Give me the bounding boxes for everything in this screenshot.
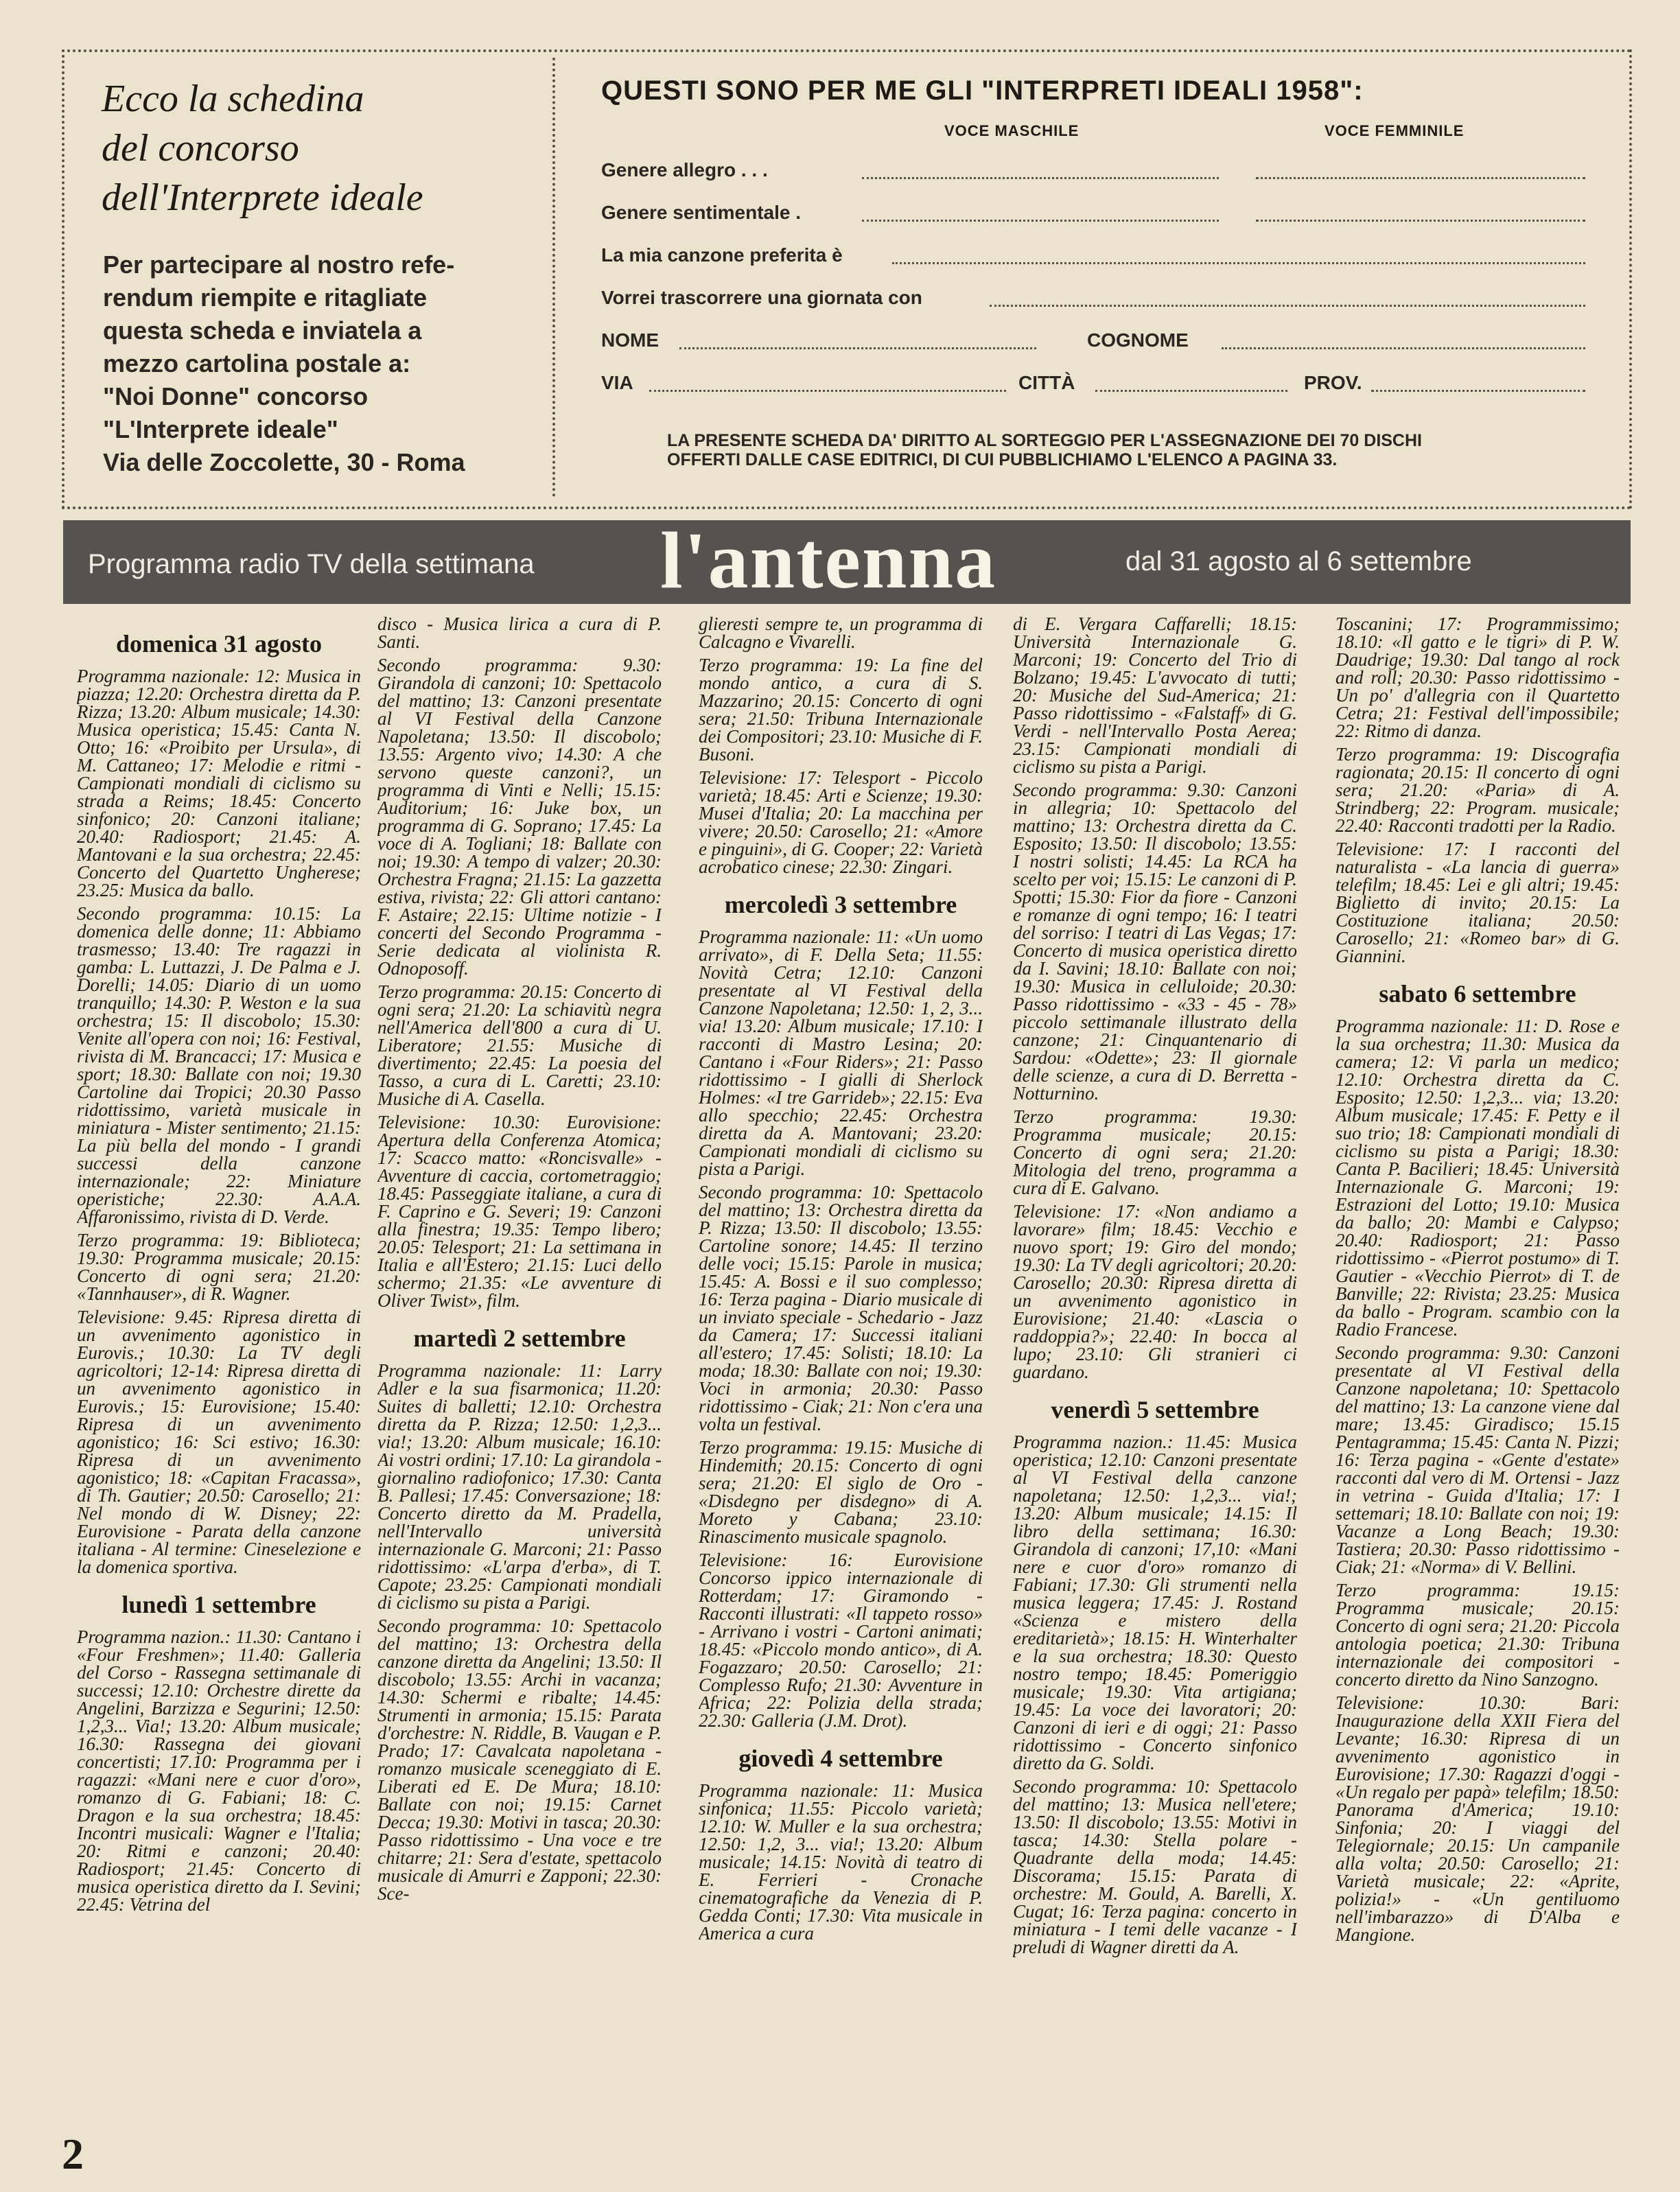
day-heading: lunedì 1 settembre (121, 1591, 316, 1618)
via-label: VIA (601, 372, 633, 393)
program-paragraph: Secondo programma: 9.30: Canzoni presentate al VI Festival della Canzone napoletana; 10: Spettacolo del mattino; 13: La canzone viene dal mare; 13.45: Giradisco; 15.15 Pentagramma; 15.45: Canta N. Pizzi; 16: Terza pagina - «Gente d'estate» racconti dal vero di M. Ortensi - Jazz in vetrina - Guida d'Italia; 17: I settemari; 18.10: Ballate con noi; 19: Vacanze a Long Beach; 19.30: Tastiera; 20.30: Passo ridottissimo - Ciak; 21: «Norma» di V. Bellini. (1335, 1342, 1620, 1577)
instruction-line: mezzo cartolina postale a: (103, 349, 411, 377)
genere-sentimentale-femminile-field[interactable] (1256, 220, 1585, 222)
coupon-intro (102, 74, 541, 479)
program-paragraph: Secondo programma: 9.30: Canzoni in allegria; 10: Spettacolo del mattino; 13: Orchestra diretta da C. Esposito; 13.50: Il discobolo; 13.55: I nostri solisti; 14.45: La RCA ha scelto per voi; 15.15: Le canzoni di P. Spotti; 15.30: Fior da fiore - Canzoni e romanze di ogni tempo; 16: I teatri del sorriso: I teatri di Las Vegas; 17: Concerto di musica operistica diretto da I. Savini; 18.10: Ballate con noi; 19.30: Musica in celluloide; 20.30: Passo ridottissimo - «33 - 45 - 78» piccolo settimanale illustrato della canzone; 21: Cinquantenario di Sardou: «Odette»; 23: Il giornale delle scienze, a cura di D. Berretta - Notturnino. (1013, 780, 1297, 1104)
prov-label: PROV. (1304, 372, 1362, 393)
coupon-instructions (103, 248, 541, 479)
page-number: 2 (62, 2130, 84, 2178)
citta-field[interactable] (1095, 390, 1287, 392)
program-paragraph: Terzo programma: 19.30: Programma musicale; 20.15: Concerto di ogni sera; 21.20: Mitologia del treno, programma a cura di E. Galvano. (1013, 1106, 1297, 1198)
cognome-label: COGNOME (1087, 329, 1189, 351)
program-paragraph: di E. Vergara Caffarelli; 18.15: Università Internazionale G. Marconi; 19: Concerto del Trio di Bolzano; 19.45: L'avvocato di tutti; 20: Musiche del Sud-America; 21: Passo ridottissimo - «Falstaff» di G. Verdi - nell'Intervallo Posta Aerea; 23.15: Campionati mondiali di ciclismo su pista a Parigi. (1013, 615, 1297, 777)
column-4 (1013, 615, 1297, 2111)
program-paragraph: Toscanini; 17: Programmissimo; 18.10: «Il gatto e le tigri» di P. W. Daudrige; 19.30: Dal tango al rock and roll; 20.30: Passo ridottissimo - Un po' d'allegria con il Quartetto Cetra; 21: Festival dell'impossibile; 22: Ritmo di danza. (1335, 615, 1620, 741)
banner-title: l'antenna (660, 515, 997, 605)
canzone-preferita-label: La mia canzone preferita è (601, 244, 843, 266)
program-paragraph: Secondo programma: 10.15: La domenica delle donne; 11: Abbiamo trasmesso; 13.40: Tre ragazzi in gamba: L. Luttazzi, J. De Palma e J. Dorelli; 14.05: Diario di un uomo tranquillo; 14.30: P. Weston e la sua orchestra; 15: Il discobolo; 15.30: Venite all'opera con noi; 16: Festival, rivista di M. Brancacci; 17: Musica e sport; 18.30: Ballate con noi; 19.30 Cartoline dai Tropici; 20.30 Passo ridottissimo, varietà musicale in miniatura - Mister sentimento; 21.15: La più bella del mondo - I grandi successi della canzone internazionale; 22: Miniature operistiche; 22.30: A.A.A. Affaronissimo, rivista di D. Verde. (77, 903, 361, 1227)
program-paragraph: Programma nazionale: 11: Larry Adler e la sua fisarmonica; 11.20: Suites di balletti; 12.10: Orchestra diretta da P. Rizza; 12.50: 1,2,3... via!; 13.20: Album musicale; 16.10: Ai vostri ordini; 17.10: La girandola - giornalino radiofonico; 17.30: Canta B. Pallesi; 17.45: Conversazione; 18: Concerto diretto da M. Pradella, nell'Intervallo università internazionale G. Marconi; 21: Passo ridottissimo: «L'arpa d'erba», di T. Capote; 23.25: Campionati mondiali di ciclismo su pista a Parigi. (377, 1360, 662, 1613)
instruction-line: questa scheda e inviatela a (103, 316, 422, 345)
genere-allegro-femminile-field[interactable] (1256, 177, 1585, 179)
program-paragraph: Terzo programma: 19: La fine del mondo antico, a cura di S. Mazzarino; 20.15: Concerto di ogni sera; 21.50: Tribuna Internazionale dei Compositori; 23.10: Musiche di F. Busoni. (699, 655, 983, 765)
footer-line: OFFERTI DALLE CASE EDITRICI, DI CUI PUBBLICHIAMO L'ELENCO A PAGINA 33. (667, 450, 1338, 469)
program-paragraph: Televisione: 10.30: Bari: Inaugurazione della XXII Fiera del Levante; 16.30: Ripresa di un avvenimento agonistico in Eurovisione; 17.30: Ragazzi d'oggi - «Un regalo per papà» telefilm; 18.50: Panorama d'America; 19.10: Sinfonia; 20: I viaggi del Telegiornale; 20.15: Un campanile alla volta; 20.50: Carosello; 21: Varietà musicale; 22: «Aprite, polizia!» - «Un gentiluomo nell'imbarazzo» di D'Alba e Mangione. (1335, 1692, 1620, 1945)
coupon-headline-3: dell'Interprete ideale (102, 176, 423, 219)
program-paragraph: disco - Musica lirica a cura di P. Santi. (377, 615, 662, 652)
instruction-line: "L'Interprete ideale" (103, 415, 338, 443)
program-paragraph: Programma nazion.: 11.45: Musica operistica; 12.10: Canzoni presentate al VI Festival della canzone napoletana; 12.50: 1,2,3... via!; 13.20: Album musicale; 14.15: Il libro della settimana; 16.30: Girandola di canzoni; 17,10: «Mani nere e cuor d'oro» romanzo di Fabiani; 17.30: Gli strumenti nella musica leggera; 17.45: J. Rostand «Scienza e mistero della ereditarietà»; 18.15: H. Winterhalter e la sua orchestra; 18.30: Questo nostro tempo; 18.45: Pomeriggio musicale; 19.30: Vita artigiana; 19.45: La voce dei lavoratori; 20: Canzoni di ieri e di oggi; 21: Passo ridottissimo - Concerto sinfonico diretto da G. Soldi. (1013, 1432, 1297, 1773)
coupon-divider (552, 58, 555, 497)
program-paragraph: Secondo programma: 10: Spettacolo del mattino; 13: Musica nell'etere; 13.50: Il discobolo; 13.55: Motivi in tasca; 14.30: Stella polare - Quadrante della moda; 14.45: Discorama; 15.15: Parata di orchestre: M. Gould, A. Barelli, X. Cugat; 16: Terza pagina: concerto in miniatura - I temi delle vacanze - I preludi di Wagner diretti da A. (1013, 1776, 1297, 1957)
day-heading: venerdì 5 settembre (1051, 1396, 1259, 1423)
form-title: QUESTI SONO PER ME GLI "INTERPRETI IDEALI 1958": (601, 75, 1364, 106)
genere-sentimentale-maschile-field[interactable] (862, 220, 1219, 222)
program-paragraph: Terzo programma: 20.15: Concerto di ogni sera; 21.20: La schiavitù negra nell'America dell'800 a cura di U. Liberatore; 21.55: Musiche di divertimento; 22.45: La poesia del Tasso, a cura di L. Caretti; 23.10: Musiche di A. Casella. (377, 981, 662, 1109)
giornata-label: Vorrei trascorrere una giornata con (601, 287, 922, 308)
voce-femminile-header: VOCE FEMMINILE (1325, 122, 1465, 139)
genere-allegro-label: Genere allegro . . . (601, 159, 768, 180)
column-1 (77, 615, 361, 2111)
program-paragraph: Terzo programma: 19.15: Musiche di Hindemith; 20.15: Concerto di ogni sera; 21.20: El siglo de Oro - «Disdegno per disdegno» di A. Moreto y Cabana; 23.10: Rinascimento musicale spagnolo. (699, 1437, 983, 1547)
footer-line: LA PRESENTE SCHEDA DA' DIRITTO AL SORTEGGIO PER L'ASSEGNAZIONE DEI 70 DISCHI (667, 431, 1422, 450)
instruction-line: rendum riempite e ritagliate (103, 283, 428, 312)
cognome-field[interactable] (1222, 347, 1585, 349)
column-2 (377, 615, 662, 2111)
column-5 (1335, 615, 1620, 2111)
program-paragraph: Programma nazionale: 11: «Un uomo arrivato», di F. Della Seta; 11.55: Novità Cetra; 12.10: Canzoni presentate al VI Festival della Canzone Napoletana; 12.50: 1, 2, 3... via! 13.20: Album musicale; 17.10: I racconti di Mastro Lesina; 20: Cantano i «Four Riders»; 21: Passo ridottissimo - I gialli di Sherlock Holmes: «I tre Garrideb»; 22.15: Eva allo specchio; 22.45: Orchestra diretta da A. Mantovani; 23.20: Campionati mondiali di ciclismo su pista a Parigi. (699, 926, 983, 1179)
program-paragraph: Programma nazionale: 12: Musica in piazza; 12.20: Orchestra diretta da P. Rizza; 13.20: Album musicale; 14.30: Musica operistica; 15.45: Canta N. Otto; 16: «Proibito per Ursula», di M. Cattaneo; 17: Melodie e ritmi - Campionati mondiali di ciclismo su strada a Reims; 18.45: Concerto sinfonico; 20: Canzoni italiane; 20.40: Radiosport; 21.45: A. Mantovani e la sua orchestra; 22.45: Concerto del Quartetto Ungherese; 23.25: Musica da ballo. (77, 666, 361, 900)
day-heading: martedì 2 settembre (413, 1325, 626, 1352)
program-paragraph: Televisione: 9.45: Ripresa diretta di un avvenimento agonistico in Eurovis.; 10.30: La TV degli agricoltori; 12-14: Ripresa diretta di un avvenimento agonistico in Eurovis.; 15: Eurovisione; 15.40: Ripresa di un avvenimento agonistico; 16: Sci estivo; 16.30: Ripresa di un avvenimento agonistico; 18: «Capitan Fracassa», di Th. Gautier; 20.50: Carosello; 21: Nel mondo di W. Disney; 22: Eurovisione - Parata della canzone italiana - Al termine: Cineselezione e la domenica sportiva. (77, 1307, 361, 1577)
banner-date-range: dal 31 agosto al 6 settembre (1125, 546, 1472, 576)
day-heading: giovedì 4 settembre (738, 1745, 943, 1772)
day-heading: mercoledì 3 settembre (724, 891, 957, 918)
giornata-field[interactable] (990, 305, 1585, 307)
coupon-headline-2: del concorso (102, 127, 299, 170)
program-paragraph: Televisione: 17: Telesport - Piccolo varietà; 18.45: Arti e Scienze; 19.30: Musei d'Italia; 20: La macchina per vivere; 20.50: Carosello; 21: «Amore e pinguini», di G. Cooper; 22: Varietà acrobatico cinese; 22.30: Zingari. (699, 767, 983, 877)
voce-maschile-header: VOCE MASCHILE (944, 122, 1080, 139)
instruction-line: Via delle Zoccolette, 30 - Roma (103, 448, 465, 476)
program-paragraph: Secondo programma: 10: Spettacolo del mattino; 13: Orchestra della canzone diretta da Angelini; 13.50: Il discobolo; 13.55: Archi in vacanza; 14.30: Schermi e ribalte; 14.45: Strumenti in armonia; 15.15: Parata d'orchestre: N. Riddle, B. Vaugan e P. Prado; 17: Cavalcata napoletana - romanzo musicale sceneggiato di E. Liberati ed E. De Mura; 18.10: Ballate con noi; 19.15: Carnet Decca; 19.30: Motivi in tasca; 20.30: Passo ridottissimo - Una voce e tre chitarre; 21: Sera d'estate, spettacolo musicale di Amurri e Zapponi; 22.30: Sce- (377, 1616, 662, 1904)
program-paragraph: Programma nazionale: 11: Musica sinfonica; 11.55: Piccolo varietà; 12.10: W. Muller e la sua orchestra; 12.50: 1,2, 3... via!; 13.20: Album musicale; 14.15: Novità di teatro di E. Ferrieri - Cronache cinematografiche da Venezia di P. Gedda Conti; 17.30: Vita musicale in America a cura (699, 1780, 983, 1944)
day-heading: sabato 6 settembre (1379, 980, 1576, 1007)
program-paragraph: Televisione: 10.30: Eurovisione: Apertura della Conferenza Atomica; 17: Scacco matto: «Roncisvalle» - Avventure di caccia, cortometraggio; 18.45: Passeggiate italiane, a cura di F. Caprino e G. Severi; 19: Canzoni alla finestra; 19.35: Tempo libero; 20.05: Telesport; 21: La settimana in Italia e all'Estero; 21.15: Luci dello schermo; 21.35: «Le avventure di Oliver Twist», film. (377, 1112, 662, 1311)
coupon-headline-1: Ecco la schedina (102, 78, 364, 120)
program-paragraph: Programma nazionale: 11: D. Rose e la sua orchestra; 11.30: Musica da camera; 12: Vi parla un medico; 12.10: Orchestra diretta da C. Esposito; 12.50: 1,2,3... via; 13.20: Album musicale; 17.45: F. Petty e il suo trio; 18: Campionati mondiali di ciclismo su pista a Parigi; 18.30: Canta P. Bacilieri; 18.45: Università Internazionale G. Marconi; 19: Estrazioni del Lotto; 19.10: Musica da ballo; 20: Mambi e Calypso; 20.40: Radiosport; 21: Passo ridottissimo - «Pierrot postumo» di T. Gautier - «Vecchio Pierrot» di T. de Banville; 22: Rivista; 23.25: Musica da ballo - Program. scambio con la Radio Francese. (1335, 1016, 1620, 1340)
instruction-line: Per partecipare al nostro refe- (103, 250, 455, 279)
program-paragraph: Televisione: 17: «Non andiamo a lavorare» film; 18.45: Vecchio e nuovo sport; 19: Giro del mondo; 19.30: La TV degli agricoltori; 20.20: Carosello; 20.30: Ripresa diretta di un avvenimento agonistico in Eurovisione; 21.40: «Lascia o raddoppia?»; 22.40: In bocca al lupo; 23.10: Gli stranieri ci guardano. (1013, 1201, 1297, 1382)
column-3 (699, 615, 983, 2111)
genere-sentimentale-label: Genere sentimentale . (601, 202, 802, 223)
program-paragraph: Terzo programma: 19: Biblioteca; 19.30: Programma musicale; 20.15: Concerto di ogni sera; 21.20: «Tannhauser», di R. Wagner. (77, 1230, 361, 1304)
program-paragraph: Televisione: 17: I racconti del naturalista - «La lancia di guerra» telefilm; 18.45: Lei e gli altri; 19.45: Biglietto di invito; 20.15: La Costituzione italiana; 20.50: Carosello; 21: «Romeo bar» di G. Giannini. (1335, 839, 1620, 966)
citta-label: CITTÀ (1018, 372, 1075, 393)
program-paragraph: Secondo programma: 10: Spettacolo del mattino; 13: Orchestra diretta da P. Rizza; 13.50: Il discobolo; 13.55: Cartoline sonore; 14.45: Il terzino delle voci; 15.15: Parole in musica; 15.45: A. Bossi e il suo complesso; 16: Terza pagina - Diario musicale di un inviato speciale - Schedario - Jazz da Camera; 17: Successi italiani all'estero; 17.45: Solisti; 18.10: La moda; 18.30: Ballate con noi; 19.30: Voci in armonia; 20.30: Passo ridottissimo - Ciak; 21: Non c'era una volta un festival. (699, 1182, 983, 1434)
program-paragraph: Terzo programma: 19: Discografia ragionata; 20.15: Il concerto di ogni sera; 21.20: «Paria» di A. Strindberg; 22: Program. musicale; 22.40: Racconti tradotti per la Radio. (1335, 744, 1620, 836)
program-paragraph: Secondo programma: 9.30: Girandola di canzoni; 10: Spettacolo del mattino; 13: Canzoni presentate al VI Festival della Canzone Napoletana; 13.50: Il discobolo; 13.55: Argento vivo; 14.30: A che servono queste canzoni?, un programma di Vinti e Nelli; 15.15: Auditorium; 16: Juke box, un programma di G. Soprano; 17.45: La voce di A. Togliani; 18: Ballate con noi; 19.30: A tempo di valzer; 20.30: Orchestra Fragna; 21.15: La gazzetta estiva, rivista; 22: Gli attori cantano: F. Astaire; 22.15: Ultime notizie - I concerti del Secondo Programma - Serie dedicata al violinista R. Odnoposoff. (377, 655, 662, 979)
program-paragraph: glieresti sempre te, un programma di Calcagno e Vivarelli. (699, 615, 983, 652)
via-field[interactable] (649, 390, 1006, 392)
program-paragraph: Terzo programma: 19.15: Programma musicale; 20.15: Concerto di ogni sera; 21.20: Piccola antologia poetica; 21.30: Tribuna internazionale dei compositori - concerto diretto da Nino Sanzogno. (1335, 1580, 1620, 1690)
nome-label: NOME (601, 329, 659, 351)
program-paragraph: Programma nazion.: 11.30: Cantano i «Four Freshmen»; 11.40: Galleria del Corso - Rassegna settimanale di successi; 12.10: Orchestre dirette da Angelini, Barzizza e Segurini; 12.50: 1,2,3... Via!; 13.20: Album musicale; 16.30: Rassegna dei giovani concertisti; 17.10: Programma per i ragazzi: «Mani nere e cuor d'oro», romanzo di G. Fabiani; 18: C. Dragon e la sua orchestra; 18.45: Incontri musicali: Wagner e l'Italia; 20: Ritmi e canzoni; 20.40: Radiosport; 21.45: Concerto di musica operistica diretto da I. Sevini; 22.45: Vetrina del (77, 1626, 361, 1915)
genere-allegro-maschile-field[interactable] (862, 177, 1219, 179)
canzone-preferita-field[interactable] (892, 262, 1585, 264)
prov-field[interactable] (1371, 390, 1585, 392)
banner-subtitle: Programma radio TV della settimana (88, 549, 535, 579)
nome-field[interactable] (679, 347, 1036, 349)
instruction-line: "Noi Donne" concorso (103, 382, 369, 410)
coupon-footer-note (667, 431, 1491, 469)
program-paragraph: Televisione: 16: Eurovisione Concorso ippico internazionale di Rotterdam; 17: Giramondo - Racconti illustrati: «Il tappeto rosso» - Arrivano i vostri - Cartoni animati; 18.45: «Piccolo mondo antico», di A. Fogazzaro; 20.50: Carosello; 21: Complesso Rufo; 21.30: Avventure in Africa; 22: Polizia della strada; 22.30: Galleria (J.M. Drot). (699, 1550, 983, 1731)
day-heading: domenica 31 agosto (116, 630, 322, 657)
